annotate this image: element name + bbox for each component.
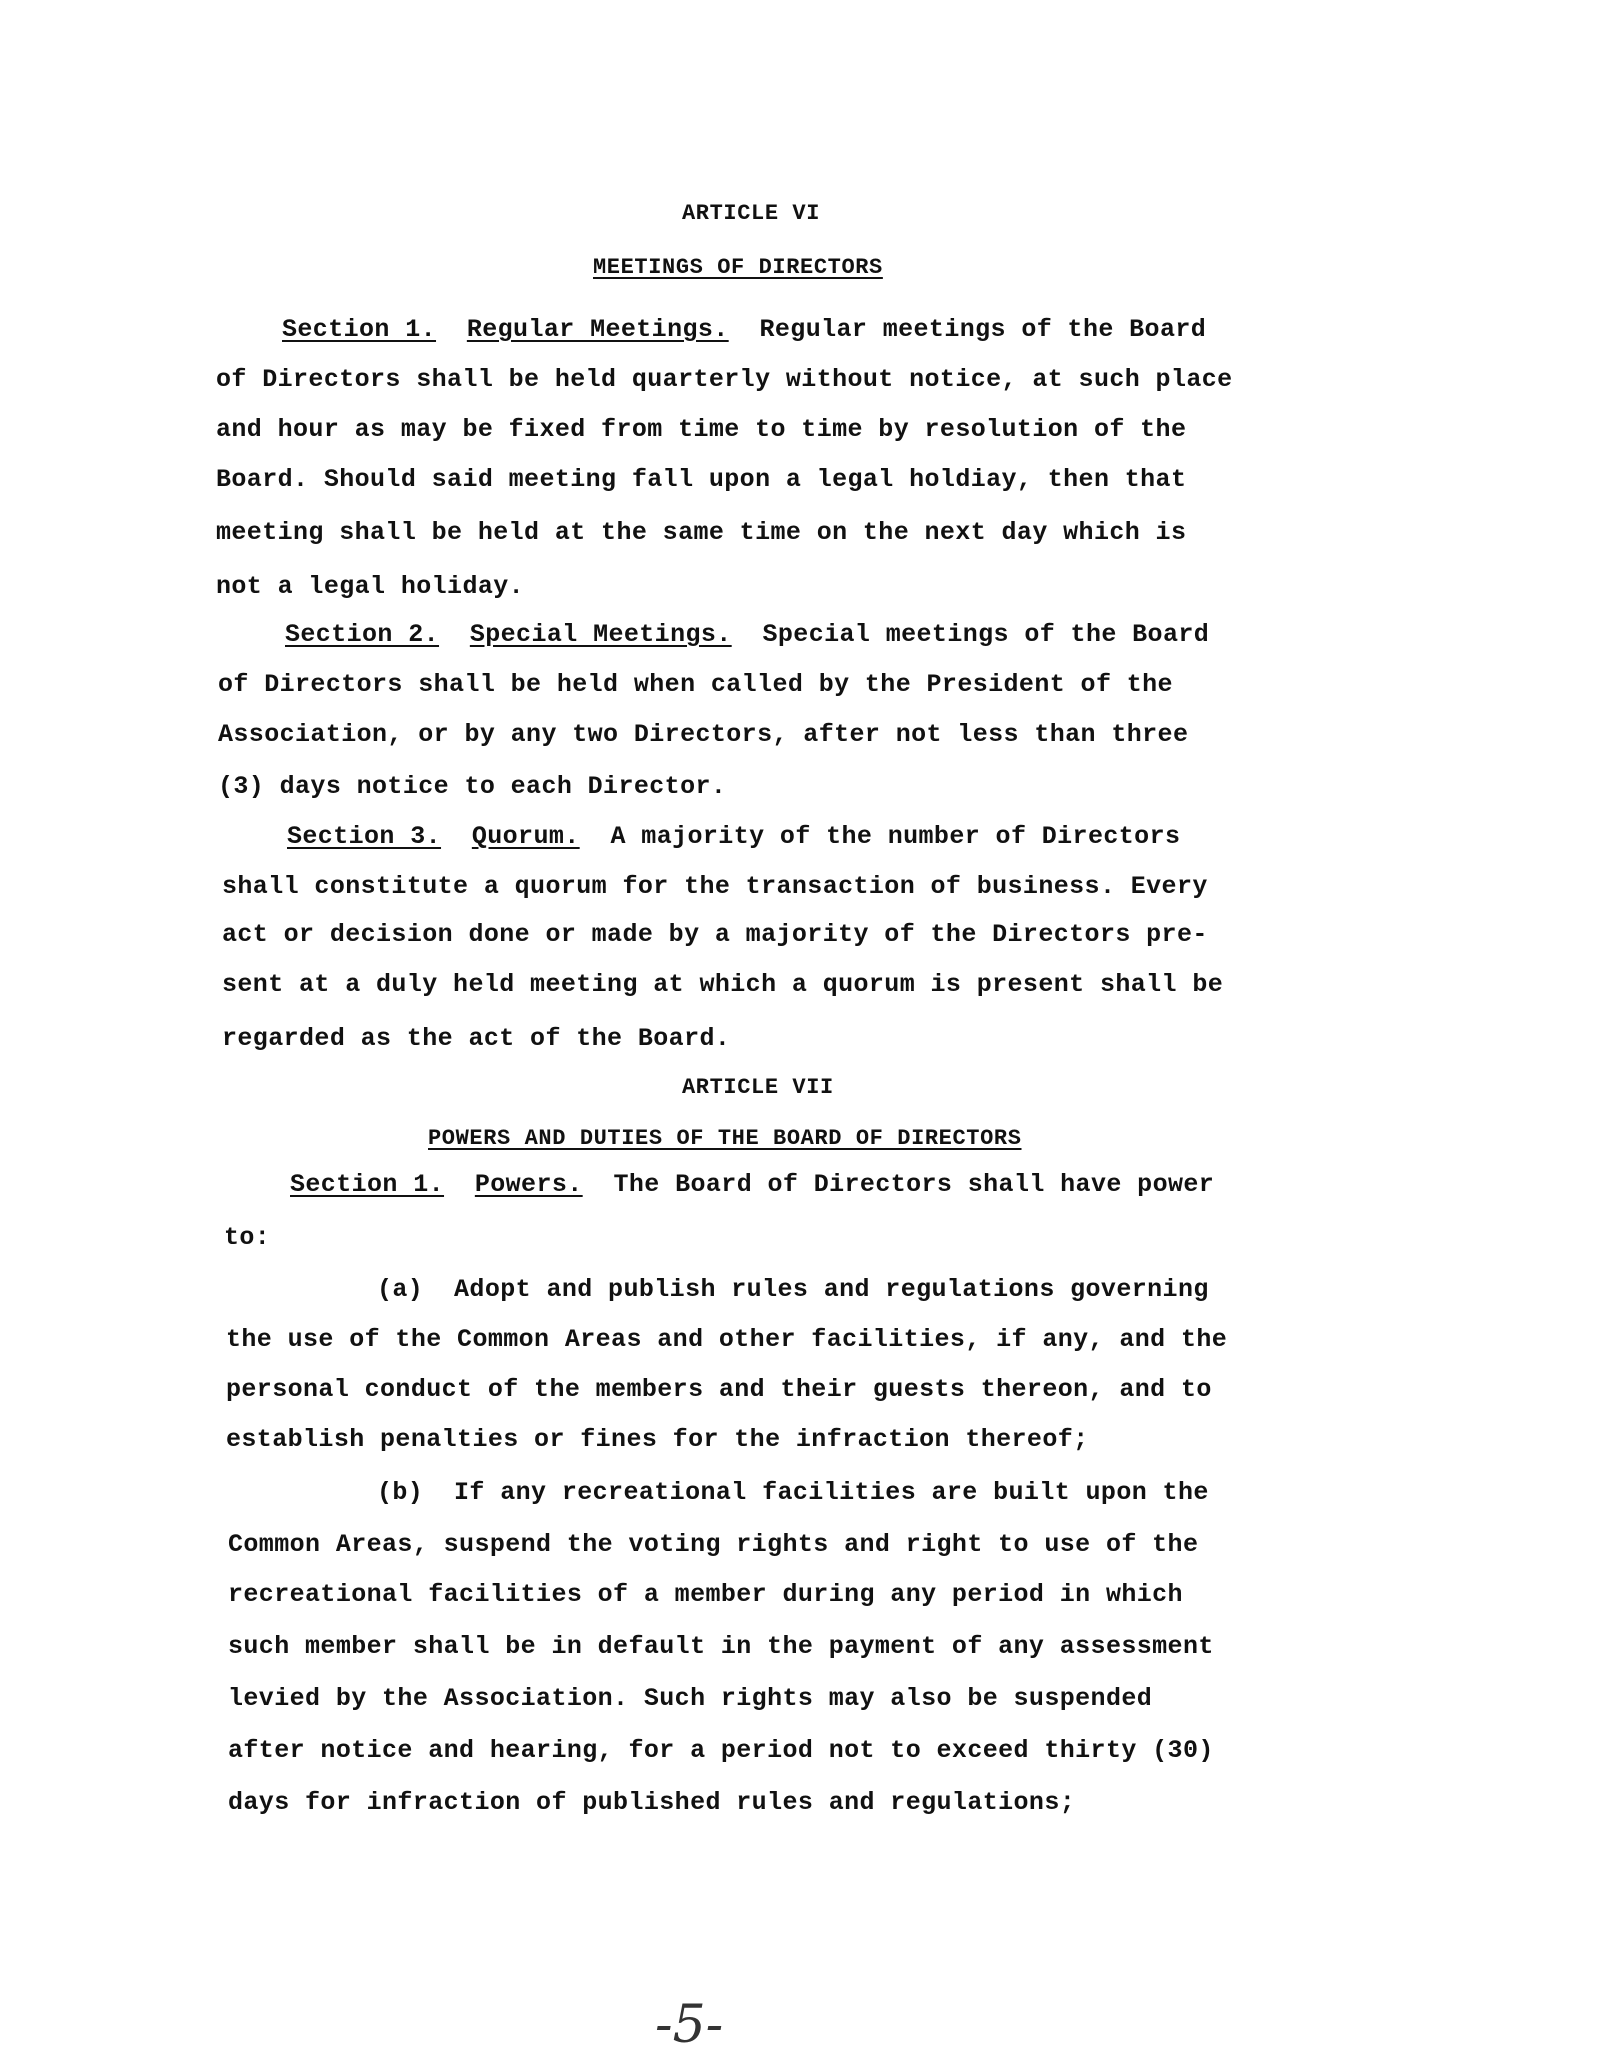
item-b-line: recreational facilities of a member during any period in which [228,1580,1183,1609]
item-b-line: levied by the Association. Such rights may also be suspended [228,1684,1153,1713]
a7-sec1-line: to: [224,1223,271,1252]
item-b-text: If any recreational facilities are built upon the [454,1478,1209,1507]
item-b-marker: (b) [377,1478,424,1507]
article-6-title: MEETINGS OF DIRECTORS [593,255,883,280]
a6-sec2-line: of Directors shall be held when called by the President of the [218,670,1173,699]
a6-sec1-line: not a legal holiday. [216,572,525,601]
a6-sec3-label: Section 3. [287,822,442,851]
item-a-marker: (a) [377,1275,424,1304]
a6-sec2-line: Association, or by any two Directors, after not less than three [218,720,1189,749]
a6-sec1-line: meeting shall be held at the same time on the next day which is [216,518,1187,547]
item-b-line: Common Areas, suspend the voting rights and right to use of the [228,1530,1199,1559]
item-a-line: personal conduct of the members and their guests thereon, and to [226,1375,1212,1404]
a6-sec2-label: Section 2. [285,620,440,649]
a6-sec1-label: Section 1. [282,315,437,344]
a6-sec3-line: shall constitute a quorum for the transaction of business. Every [222,872,1208,901]
a6-sec1-line: and hour as may be fixed from time to time by resolution of the [216,415,1187,444]
a7-sec1-first-line [290,1170,1214,1200]
a7-sec1-label: Section 1. [290,1170,445,1199]
item-b-line: such member shall be in default in the payment of any assessment [228,1632,1214,1661]
a6-sec2-text: Special meetings of the Board [762,620,1210,649]
a6-sec1-line: of Directors shall be held quarterly without notice, at such place [216,365,1233,394]
a6-sec3-line: act or decision done or made by a majority of the Directors pre- [222,920,1208,949]
a7-sec1-name: Powers. [474,1170,583,1199]
item-b-first-line [377,1478,1209,1508]
a6-sec2-line: (3) days notice to each Director. [218,772,727,801]
page-number: -5- [655,1995,724,2055]
item-b-line: days for infraction of published rules and regulations; [228,1788,1076,1817]
a6-sec1-name: Regular Meetings. [466,315,729,344]
a6-sec3-first-line [287,822,1180,852]
a6-sec1-line: Board. Should said meeting fall upon a legal holdiay, then that [216,465,1187,494]
a6-sec2-name: Special Meetings. [469,620,732,649]
a6-sec3-line: sent at a duly held meeting at which a quorum is present shall be [222,970,1224,999]
item-a-line: the use of the Common Areas and other facilities, if any, and the [226,1325,1228,1354]
item-b-line: after notice and hearing, for a period not to exceed thirty (30) [228,1736,1214,1765]
a6-sec3-text: A majority of the number of Directors [610,822,1181,851]
a6-sec2-first-line [285,620,1209,650]
a7-sec1-text: The Board of Directors shall have power [613,1170,1215,1199]
item-a-first-line [377,1275,1209,1305]
a6-sec3-line: regarded as the act of the Board. [222,1024,731,1053]
article-6-heading: ARTICLE VI [682,201,821,226]
article-7-title: POWERS AND DUTIES OF THE BOARD OF DIRECTORS [428,1126,1022,1151]
a6-sec3-name: Quorum. [471,822,580,851]
item-a-text: Adopt and publish rules and regulations governing [454,1275,1209,1304]
a6-sec1-first-line [282,315,1206,345]
article-7-heading: ARTICLE VII [682,1075,834,1100]
a6-sec1-text: Regular meetings of the Board [759,315,1207,344]
item-a-line: establish penalties or fines for the infraction thereof; [226,1425,1089,1454]
